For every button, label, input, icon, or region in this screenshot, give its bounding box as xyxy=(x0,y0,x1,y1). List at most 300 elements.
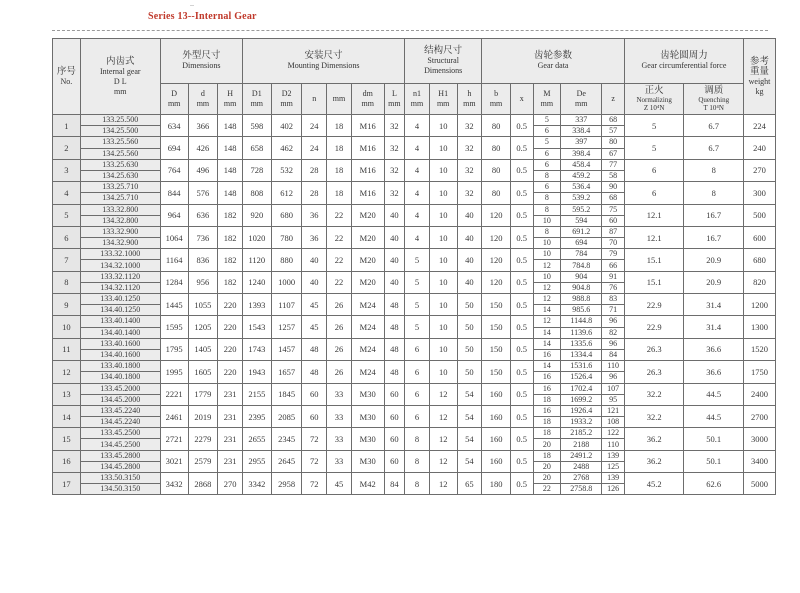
table-cell: 60 xyxy=(302,405,327,427)
module-value: 20 xyxy=(533,461,561,472)
table-cell: 26 xyxy=(327,294,352,316)
weight-value: 3000 xyxy=(744,428,776,450)
module-value: 14 xyxy=(533,338,561,349)
table-cell: M16 xyxy=(351,159,384,181)
teeth-value: 96 xyxy=(602,372,625,383)
weight-value: 500 xyxy=(744,204,776,226)
table-cell: 150 xyxy=(482,361,511,383)
table-cell: 48 xyxy=(302,361,327,383)
module-value: 12 xyxy=(533,260,561,271)
teeth-value: 110 xyxy=(602,439,625,450)
table-row xyxy=(53,204,776,215)
table-cell: 1943 xyxy=(242,361,271,383)
table-row xyxy=(53,473,776,484)
table-cell: 1164 xyxy=(160,249,188,271)
table-cell: 4 xyxy=(405,204,430,226)
subheader-cell: mm xyxy=(327,84,352,115)
module-value: 5 xyxy=(533,115,561,126)
teeth-value: 126 xyxy=(602,484,625,495)
module-value: 18 xyxy=(533,417,561,428)
table-cell: M16 xyxy=(351,115,384,137)
table-cell: 2019 xyxy=(188,405,218,427)
table-cell: 3021 xyxy=(160,450,188,472)
table-cell: 10 xyxy=(429,294,457,316)
tip-diameter-value: 904 xyxy=(561,271,602,282)
tip-diameter-value: 594 xyxy=(561,215,602,226)
table-cell: 26 xyxy=(327,338,352,360)
table-cell: 54 xyxy=(457,428,482,450)
tip-diameter-value: 1531.6 xyxy=(561,361,602,372)
corner-mark: -- xyxy=(190,3,194,9)
normalizing-force: 26.3 xyxy=(624,361,684,383)
teeth-value: 139 xyxy=(602,473,625,484)
table-cell: 33 xyxy=(327,450,352,472)
teeth-value: 96 xyxy=(602,338,625,349)
module-value: 14 xyxy=(533,361,561,372)
model-code: 133.32.1000 xyxy=(80,249,160,260)
teeth-value: 79 xyxy=(602,249,625,260)
quenching-force: 16.7 xyxy=(684,226,744,248)
table-cell: 182 xyxy=(218,226,243,248)
table-cell: 0.5 xyxy=(510,316,533,338)
table-row xyxy=(53,271,776,282)
table-cell: 40 xyxy=(302,249,327,271)
table-cell: 220 xyxy=(218,361,243,383)
table-cell: M20 xyxy=(351,226,384,248)
subheader-cell: M mm xyxy=(533,84,561,115)
table-cell: 48 xyxy=(302,338,327,360)
module-value: 8 xyxy=(533,193,561,204)
table-cell: 32 xyxy=(457,137,482,159)
normalizing-force: 26.3 xyxy=(624,338,684,360)
table-cell: 1995 xyxy=(160,361,188,383)
table-cell: 0.5 xyxy=(510,450,533,472)
table-cell: 22 xyxy=(327,204,352,226)
table-cell: 33 xyxy=(327,405,352,427)
table-cell: 50 xyxy=(457,316,482,338)
table-cell: 32 xyxy=(457,182,482,204)
module-value: 6 xyxy=(533,148,561,159)
teeth-value: 110 xyxy=(602,361,625,372)
tip-diameter-value: 691.2 xyxy=(561,226,602,237)
row-number: 16 xyxy=(53,450,81,472)
row-number: 11 xyxy=(53,338,81,360)
table-cell: 32 xyxy=(384,137,405,159)
table-cell: 10 xyxy=(429,338,457,360)
normalizing-force: 15.1 xyxy=(624,271,684,293)
table-cell: 680 xyxy=(271,204,302,226)
table-cell: 2085 xyxy=(271,405,302,427)
table-cell: 26 xyxy=(327,361,352,383)
subheader-cell: H1 mm xyxy=(429,84,457,115)
tip-diameter-value: 458.4 xyxy=(561,159,602,170)
tip-diameter-value: 1699.2 xyxy=(561,394,602,405)
model-code: 134.45.2000 xyxy=(80,394,160,405)
table-cell: M24 xyxy=(351,361,384,383)
table-cell: 148 xyxy=(218,159,243,181)
table-cell: 36 xyxy=(302,204,327,226)
table-cell: 5 xyxy=(405,294,430,316)
row-number: 2 xyxy=(53,137,81,159)
header-mounting-dimensions: 安装尺寸 Mounting Dimensions xyxy=(242,39,404,84)
module-value: 20 xyxy=(533,439,561,450)
table-cell: 48 xyxy=(384,316,405,338)
teeth-value: 108 xyxy=(602,417,625,428)
teeth-value: 67 xyxy=(602,148,625,159)
table-cell: 45 xyxy=(327,473,352,495)
teeth-value: 76 xyxy=(602,282,625,293)
table-cell: 12 xyxy=(429,383,457,405)
model-code: 133.32.900 xyxy=(80,226,160,237)
quenching-force: 50.1 xyxy=(684,428,744,450)
module-value: 18 xyxy=(533,428,561,439)
tip-diameter-value: 2488 xyxy=(561,461,602,472)
tip-diameter-value: 904.8 xyxy=(561,282,602,293)
tip-diameter-value: 1144.8 xyxy=(561,316,602,327)
model-code: 134.40.1400 xyxy=(80,327,160,338)
table-cell: 1107 xyxy=(271,294,302,316)
subheader-cell: b mm xyxy=(482,84,511,115)
module-value: 10 xyxy=(533,215,561,226)
table-cell: 10 xyxy=(429,182,457,204)
table-cell: 0.5 xyxy=(510,226,533,248)
table-row xyxy=(53,115,776,126)
model-code: 134.25.500 xyxy=(80,126,160,137)
module-value: 18 xyxy=(533,394,561,405)
teeth-value: 70 xyxy=(602,238,625,249)
normalizing-force: 12.1 xyxy=(624,204,684,226)
table-cell: 32 xyxy=(384,115,405,137)
table-cell: 220 xyxy=(218,338,243,360)
subheader-cell: d mm xyxy=(188,84,218,115)
table-cell: 634 xyxy=(160,115,188,137)
model-code: 134.50.3150 xyxy=(80,484,160,495)
quenching-force: 31.4 xyxy=(684,294,744,316)
table-cell: 65 xyxy=(457,473,482,495)
table-cell: 12 xyxy=(429,450,457,472)
teeth-value: 68 xyxy=(602,115,625,126)
tip-diameter-value: 2185.2 xyxy=(561,428,602,439)
table-cell: M20 xyxy=(351,249,384,271)
table-cell: 844 xyxy=(160,182,188,204)
quenching-force: 6.7 xyxy=(684,137,744,159)
row-number: 14 xyxy=(53,405,81,427)
table-cell: 1795 xyxy=(160,338,188,360)
table-cell: 10 xyxy=(429,137,457,159)
table-cell: 0.5 xyxy=(510,473,533,495)
table-row xyxy=(53,159,776,170)
row-number: 3 xyxy=(53,159,81,181)
table-cell: 18 xyxy=(327,137,352,159)
module-value: 16 xyxy=(533,349,561,360)
table-cell: 808 xyxy=(242,182,271,204)
table-cell: 80 xyxy=(482,137,511,159)
module-value: 6 xyxy=(533,182,561,193)
table-cell: 0.5 xyxy=(510,204,533,226)
subheader-cell: De mm xyxy=(561,84,602,115)
subheader-cell: H mm xyxy=(218,84,243,115)
tip-diameter-value: 1933.2 xyxy=(561,417,602,428)
table-cell: 148 xyxy=(218,182,243,204)
table-cell: 2645 xyxy=(271,450,302,472)
table-cell: 12 xyxy=(429,428,457,450)
table-cell: 32 xyxy=(457,115,482,137)
teeth-value: 121 xyxy=(602,405,625,416)
table-cell: 48 xyxy=(384,338,405,360)
normalizing-force: 36.2 xyxy=(624,450,684,472)
row-number: 6 xyxy=(53,226,81,248)
table-cell: 0.5 xyxy=(510,249,533,271)
table-row xyxy=(53,405,776,416)
model-code: 133.45.2240 xyxy=(80,405,160,416)
model-code: 134.32.900 xyxy=(80,238,160,249)
model-code: 133.40.1400 xyxy=(80,316,160,327)
quenching-force: 16.7 xyxy=(684,204,744,226)
table-cell: 10 xyxy=(429,249,457,271)
module-value: 6 xyxy=(533,126,561,137)
table-cell: 0.5 xyxy=(510,294,533,316)
table-row xyxy=(53,450,776,461)
table-cell: 148 xyxy=(218,115,243,137)
teeth-value: 139 xyxy=(602,450,625,461)
weight-value: 680 xyxy=(744,249,776,271)
quenching-force: 20.9 xyxy=(684,249,744,271)
table-row xyxy=(53,428,776,439)
table-cell: 5 xyxy=(405,316,430,338)
table-cell: 0.5 xyxy=(510,361,533,383)
table-cell: 18 xyxy=(327,182,352,204)
model-code: 134.32.1000 xyxy=(80,260,160,271)
table-cell: 366 xyxy=(188,115,218,137)
model-code: 133.32.800 xyxy=(80,204,160,215)
table-cell: 1064 xyxy=(160,226,188,248)
table-cell: 2279 xyxy=(188,428,218,450)
subheader-cell: D1 mm xyxy=(242,84,271,115)
model-code: 133.32.1120 xyxy=(80,271,160,282)
table-cell: 598 xyxy=(242,115,271,137)
table-cell: 18 xyxy=(327,115,352,137)
table-cell: 231 xyxy=(218,428,243,450)
tip-diameter-value: 1335.6 xyxy=(561,338,602,349)
table-cell: 2221 xyxy=(160,383,188,405)
table-cell: 426 xyxy=(188,137,218,159)
teeth-value: 66 xyxy=(602,260,625,271)
subheader-cell: z xyxy=(602,84,625,115)
normalizing-force: 32.2 xyxy=(624,383,684,405)
table-cell: 576 xyxy=(188,182,218,204)
table-row xyxy=(53,226,776,237)
table-cell: M30 xyxy=(351,428,384,450)
table-cell: 1257 xyxy=(271,316,302,338)
tip-diameter-value: 338.4 xyxy=(561,126,602,137)
header-circumferential-force: 齿轮圆周力 Gear circumferential force xyxy=(624,39,743,84)
table-cell: 72 xyxy=(302,473,327,495)
module-value: 14 xyxy=(533,305,561,316)
subheader-cell: n xyxy=(302,84,327,115)
table-cell: 728 xyxy=(242,159,271,181)
quenching-force: 6.7 xyxy=(684,115,744,137)
table-cell: 920 xyxy=(242,204,271,226)
table-cell: 880 xyxy=(271,249,302,271)
table-cell: M16 xyxy=(351,137,384,159)
table-cell: 28 xyxy=(302,182,327,204)
teeth-value: 125 xyxy=(602,461,625,472)
quenching-force: 36.6 xyxy=(684,338,744,360)
tip-diameter-value: 459.2 xyxy=(561,170,602,181)
module-value: 6 xyxy=(533,159,561,170)
module-value: 12 xyxy=(533,316,561,327)
table-cell: 182 xyxy=(218,204,243,226)
row-number: 10 xyxy=(53,316,81,338)
header-internal-gear: 内齿式 Internal gear D L mm xyxy=(80,39,160,115)
header-row-sub xyxy=(53,84,776,115)
table-cell: 120 xyxy=(482,226,511,248)
table-cell: 8 xyxy=(405,450,430,472)
table-cell: 6 xyxy=(405,383,430,405)
weight-value: 240 xyxy=(744,137,776,159)
table-cell: 0.5 xyxy=(510,405,533,427)
internal-gear-spec-table xyxy=(52,38,776,495)
table-cell: 2721 xyxy=(160,428,188,450)
table-cell: 1657 xyxy=(271,361,302,383)
module-value: 10 xyxy=(533,238,561,249)
table-cell: 8 xyxy=(405,473,430,495)
normalizing-force: 22.9 xyxy=(624,294,684,316)
table-cell: 12 xyxy=(429,405,457,427)
subheader-cell: n1 mm xyxy=(405,84,430,115)
table-cell: 4 xyxy=(405,182,430,204)
header-dimensions: 外型尺寸 Dimensions xyxy=(160,39,242,84)
table-row xyxy=(53,361,776,372)
quenching-force: 8 xyxy=(684,159,744,181)
model-code: 133.40.1800 xyxy=(80,361,160,372)
row-number: 4 xyxy=(53,182,81,204)
table-cell: 33 xyxy=(327,428,352,450)
table-cell: 40 xyxy=(457,204,482,226)
table-cell: 220 xyxy=(218,294,243,316)
table-cell: 150 xyxy=(482,294,511,316)
table-row xyxy=(53,383,776,394)
tip-diameter-value: 784 xyxy=(561,249,602,260)
table-cell: 6 xyxy=(405,361,430,383)
tip-diameter-value: 1526.4 xyxy=(561,372,602,383)
module-value: 8 xyxy=(533,226,561,237)
table-cell: 48 xyxy=(384,361,405,383)
teeth-value: 96 xyxy=(602,316,625,327)
table-cell: 182 xyxy=(218,249,243,271)
table-cell: 120 xyxy=(482,204,511,226)
table-cell: 80 xyxy=(482,159,511,181)
subheader-cell: D mm xyxy=(160,84,188,115)
model-code: 134.40.1250 xyxy=(80,305,160,316)
row-number: 17 xyxy=(53,473,81,495)
table-cell: 0.5 xyxy=(510,428,533,450)
table-body xyxy=(53,115,776,495)
table-cell: 18 xyxy=(327,159,352,181)
tip-diameter-value: 694 xyxy=(561,238,602,249)
quenching-force: 8 xyxy=(684,182,744,204)
table-cell: 60 xyxy=(302,383,327,405)
table-cell: 0.5 xyxy=(510,115,533,137)
table-cell: 780 xyxy=(271,226,302,248)
tip-diameter-value: 2491.2 xyxy=(561,450,602,461)
teeth-value: 77 xyxy=(602,159,625,170)
subheader-cell: D2 mm xyxy=(271,84,302,115)
row-number: 9 xyxy=(53,294,81,316)
quenching-force: 44.5 xyxy=(684,383,744,405)
table-cell: 636 xyxy=(188,204,218,226)
module-value: 12 xyxy=(533,294,561,305)
table-cell: 1445 xyxy=(160,294,188,316)
teeth-value: 82 xyxy=(602,327,625,338)
table-cell: 80 xyxy=(482,182,511,204)
model-code: 133.25.500 xyxy=(80,115,160,126)
table-cell: 4 xyxy=(405,115,430,137)
tip-diameter-value: 539.2 xyxy=(561,193,602,204)
normalizing-force: 45.2 xyxy=(624,473,684,495)
weight-value: 1300 xyxy=(744,316,776,338)
tip-diameter-value: 1926.4 xyxy=(561,405,602,416)
table-row xyxy=(53,294,776,305)
table-cell: 36 xyxy=(302,226,327,248)
table-cell: 32 xyxy=(457,159,482,181)
table-cell: 160 xyxy=(482,428,511,450)
weight-value: 270 xyxy=(744,159,776,181)
table-cell: 402 xyxy=(271,115,302,137)
table-cell: 60 xyxy=(384,428,405,450)
table-cell: 2955 xyxy=(242,450,271,472)
model-code: 133.40.1250 xyxy=(80,294,160,305)
table-cell: 1457 xyxy=(271,338,302,360)
row-number: 12 xyxy=(53,361,81,383)
table-cell: 40 xyxy=(302,271,327,293)
page-title: Series 13--Internal Gear xyxy=(148,11,257,22)
table-cell: 40 xyxy=(384,226,405,248)
tip-diameter-value: 1139.6 xyxy=(561,327,602,338)
row-number: 13 xyxy=(53,383,81,405)
module-value: 10 xyxy=(533,271,561,282)
table-cell: 32 xyxy=(384,182,405,204)
model-code: 133.25.710 xyxy=(80,182,160,193)
table-cell: 231 xyxy=(218,383,243,405)
module-value: 12 xyxy=(533,282,561,293)
table-cell: 3432 xyxy=(160,473,188,495)
table-cell: 150 xyxy=(482,338,511,360)
weight-value: 2400 xyxy=(744,383,776,405)
tip-diameter-value: 398.4 xyxy=(561,148,602,159)
teeth-value: 91 xyxy=(602,271,625,282)
module-value: 16 xyxy=(533,383,561,394)
table-cell: 231 xyxy=(218,405,243,427)
module-value: 18 xyxy=(533,450,561,461)
table-cell: 10 xyxy=(429,226,457,248)
table-cell: M30 xyxy=(351,450,384,472)
table-cell: 45 xyxy=(302,294,327,316)
module-value: 14 xyxy=(533,327,561,338)
table-cell: 270 xyxy=(218,473,243,495)
model-code: 134.25.710 xyxy=(80,193,160,204)
table-cell: 1543 xyxy=(242,316,271,338)
table-cell: 10 xyxy=(429,361,457,383)
table-cell: 40 xyxy=(457,271,482,293)
table-row xyxy=(53,249,776,260)
teeth-value: 90 xyxy=(602,182,625,193)
model-code: 133.45.2500 xyxy=(80,428,160,439)
table-cell: 1393 xyxy=(242,294,271,316)
weight-value: 2700 xyxy=(744,405,776,427)
table-cell: M30 xyxy=(351,383,384,405)
table-cell: 32 xyxy=(384,159,405,181)
